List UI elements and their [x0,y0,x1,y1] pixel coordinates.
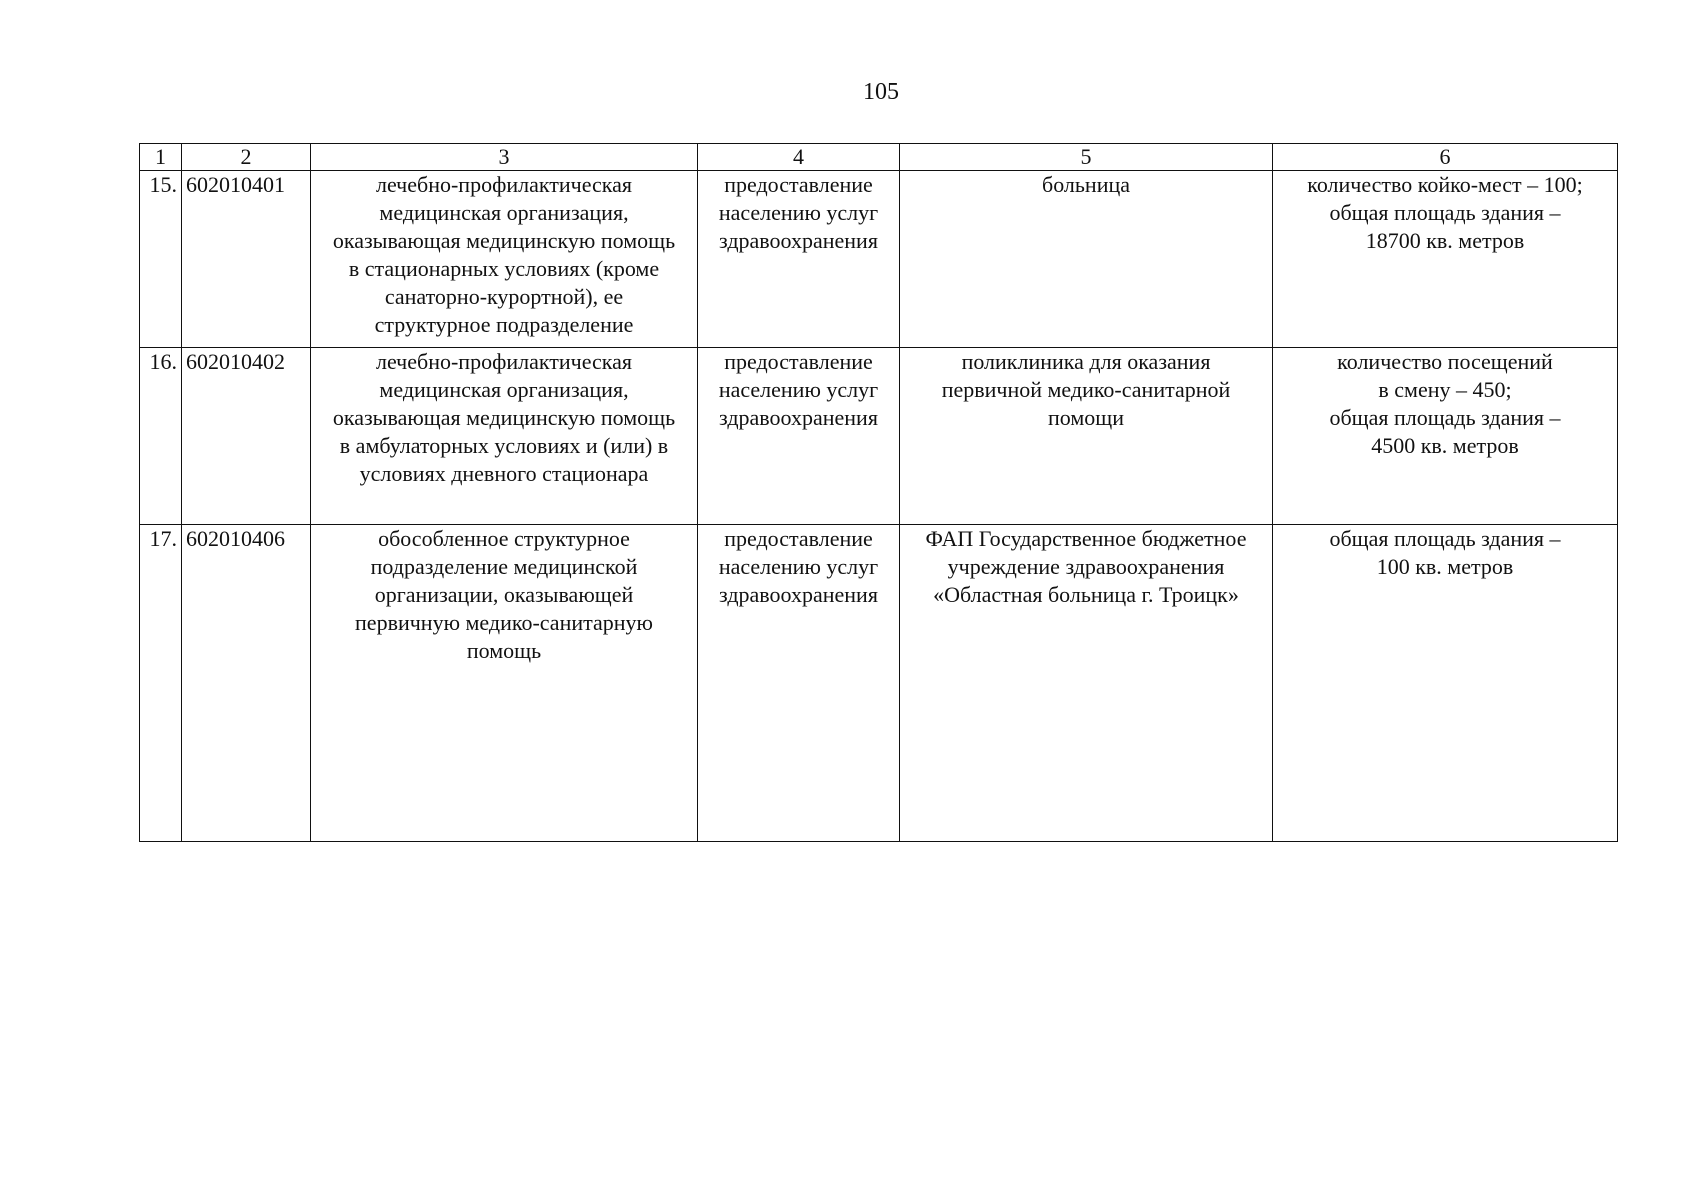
object-type-cell [311,171,698,348]
text-line: первичную медико-санитарную [355,610,653,635]
text-line: условиях дневного стационара [359,461,649,486]
facility-name-cell [900,171,1273,348]
row-number: 17. [140,525,182,842]
page-number: 105 [863,79,899,105]
text-line: структурное подразделение [374,312,634,337]
text-line: населению услуг [718,554,879,579]
header-cell-5: 5 [900,144,1273,171]
text-line: подразделение медицинской [370,554,638,579]
row-code: 602010402 [182,348,311,525]
text-line: медицинская организация, [379,200,629,225]
register-table [139,143,1618,842]
text-line: предоставление [724,349,873,374]
text-line: ФАП Государственное бюджетное [925,526,1247,551]
text-line: предоставление [724,172,873,197]
table-row [140,348,1618,525]
row-number: 16. [140,348,182,525]
purpose-cell [698,525,900,842]
text-line: помощи [1048,405,1124,430]
text-line: помощь [466,638,542,663]
text-line: поликлиника для оказания [961,349,1211,374]
text-line: санаторно-курортной), ее [384,284,624,309]
text-line: здравоохранения [719,582,878,607]
characteristics-cell [1273,348,1618,525]
text-line: количество койко-мест – 100; [1307,172,1583,197]
header-cell-6: 6 [1273,144,1618,171]
purpose-cell [698,348,900,525]
text-line: количество посещений [1337,349,1553,374]
object-type-cell [311,348,698,525]
facility-name-cell [900,348,1273,525]
header-cell-4: 4 [698,144,900,171]
text-line: здравоохранения [719,228,878,253]
text-line: общая площадь здания – [1329,405,1561,430]
text-line: в смену – 450; [1378,377,1512,402]
row-code: 602010401 [182,171,311,348]
text-line: населению услуг [718,377,879,402]
text-line: лечебно-профилактическая [375,172,633,197]
table-row [140,525,1618,842]
row-code: 602010406 [182,525,311,842]
purpose-cell [698,171,900,348]
text-line: 100 кв. метров [1376,554,1514,579]
table-header-row [140,144,1618,171]
text-line: оказывающая медицинскую помощь [332,228,676,253]
text-line: в стационарных условиях (кроме [348,256,660,281]
text-line: лечебно-профилактическая [375,349,633,374]
object-type-cell [311,525,698,842]
text-line: 4500 кв. метров [1371,433,1519,458]
text-line: обособленное структурное [378,526,630,551]
text-line: оказывающая медицинскую помощь [332,405,676,430]
text-line: медицинская организация, [379,377,629,402]
text-line: организации, оказывающей [374,582,634,607]
characteristics-cell [1273,525,1618,842]
text-line: населению услуг [718,200,879,225]
facility-name-cell [900,525,1273,842]
text-line: «Областная больница г. Троицк» [933,582,1239,607]
text-line: первичной медико-санитарной [941,377,1231,402]
characteristics-cell [1273,171,1618,348]
text-line: больница [1042,172,1130,197]
table-row [140,171,1618,348]
text-line: в амбулаторных условиях и (или) в [339,433,669,458]
header-cell-1: 1 [140,144,182,171]
text-line: учреждение здравоохранения [947,554,1225,579]
header-cell-3: 3 [311,144,698,171]
text-line: здравоохранения [719,405,878,430]
row-number: 15. [140,171,182,348]
text-line: предоставление [724,526,873,551]
text-line: общая площадь здания – [1329,526,1561,551]
text-line: общая площадь здания – [1329,200,1561,225]
text-line: 18700 кв. метров [1365,228,1525,253]
header-cell-2: 2 [182,144,311,171]
